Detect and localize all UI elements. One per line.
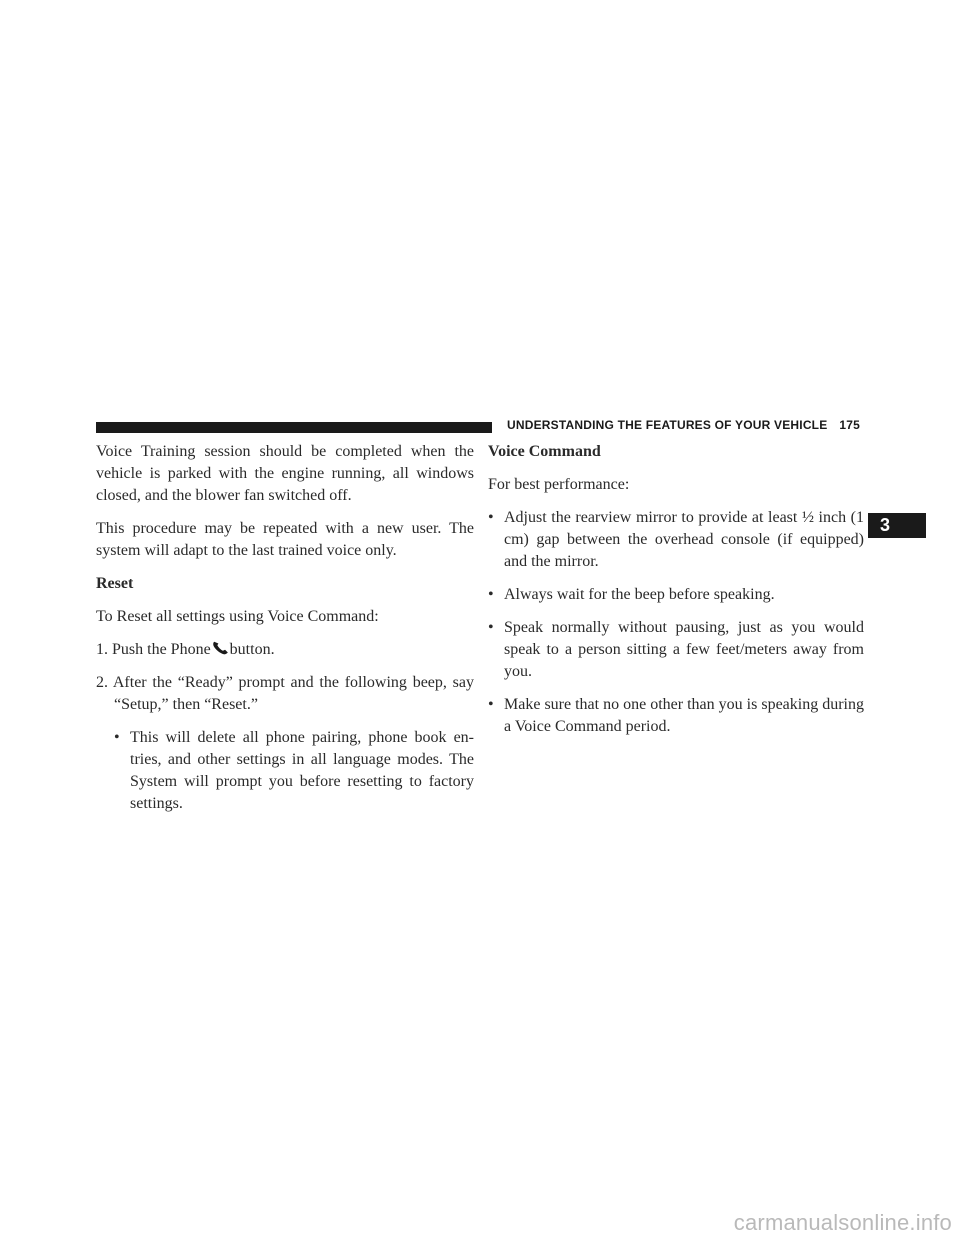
watermark: carmanualsonline.info <box>733 1210 952 1235</box>
header-bar <box>96 422 492 433</box>
page-number: 175 <box>839 418 861 432</box>
step-1 <box>96 639 474 661</box>
header-title: UNDERSTANDING THE FEATURES OF YOUR VEHICLE <box>507 418 828 432</box>
reset-heading: Reset <box>96 575 134 592</box>
list-item: • Speak normally without pausing, just as you would speak to a person sitting a few feet/meters away from you. <box>488 617 864 683</box>
reset-intro: To Reset all settings using Voice Command: <box>96 608 379 625</box>
list-item: • Always wait for the beep before speaking. <box>488 584 864 606</box>
step-2: 2. After the “Ready” prompt and the following beep, say “Setup,” then “Reset.” <box>96 674 474 713</box>
voice-command-intro: For best performance: <box>488 476 630 493</box>
step-2-bullets <box>114 727 474 815</box>
voice-training-paragraph: Voice Training session should be completed when the vehicle is parked with the engine running, all windows closed, and the blower fan switched off. <box>96 443 474 504</box>
list-item: • Make sure that no one other than you is speaking during a Voice Command period. <box>488 694 864 738</box>
right-column <box>488 441 864 749</box>
left-column <box>96 441 474 826</box>
step-1-text: 1. Push the Phone <box>96 641 211 658</box>
list-item: • Adjust the rearview mirror to provide at least ½ inch (1 cm) gap between the overhead console (if equipped) and the mirror. <box>488 507 864 573</box>
chapter-tab: 3 <box>868 513 926 538</box>
step-1-suffix: button. <box>229 641 275 658</box>
list-item: • This will delete all phone pairing, phone book entries, and other settings in all language modes. The System will prompt you before resetting to factory settings. <box>114 727 474 815</box>
running-header <box>507 418 860 432</box>
new-user-paragraph: This procedure may be repeated with a new user. The system will adapt to the last trained voice only. <box>96 520 474 559</box>
phone-icon <box>212 641 229 655</box>
voice-command-heading: Voice Command <box>488 443 601 460</box>
